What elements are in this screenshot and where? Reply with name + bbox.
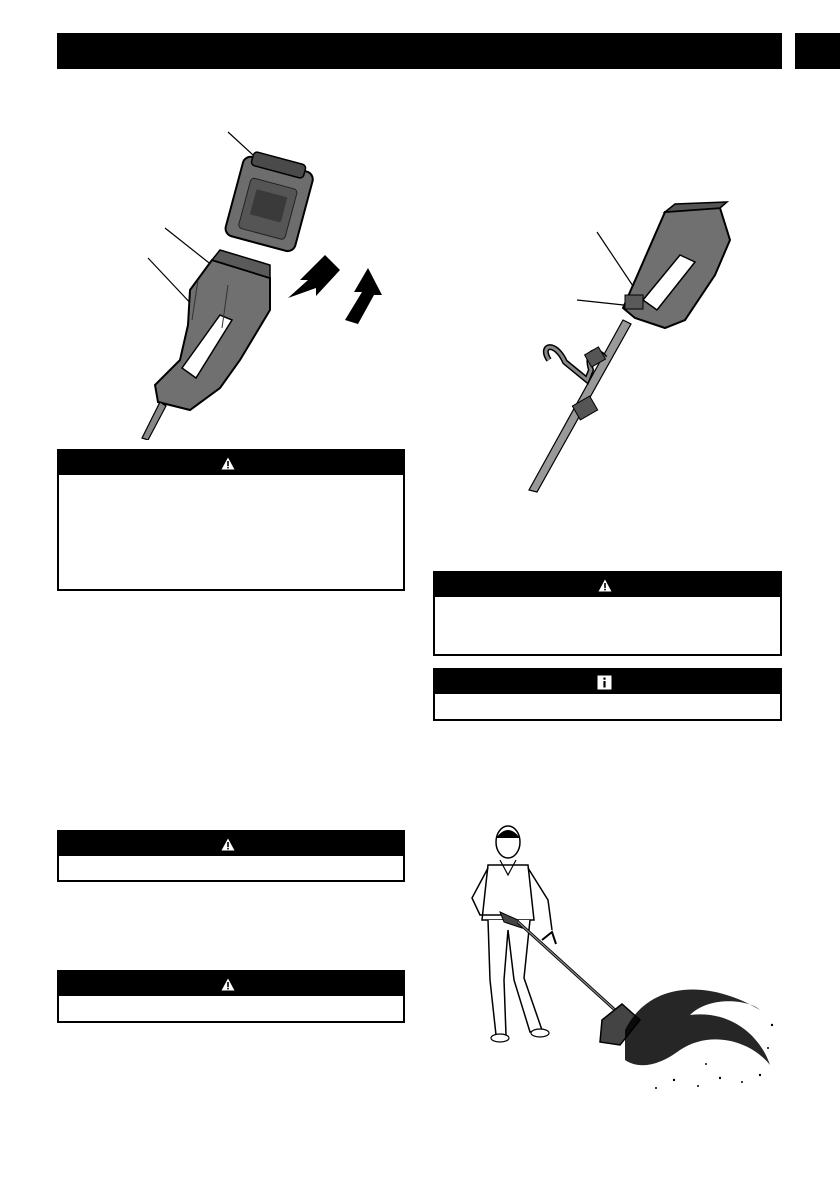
notice-body — [59, 996, 403, 1008]
operator-figure — [460, 820, 780, 1100]
warning-box — [57, 830, 405, 882]
battery-install-figure — [120, 120, 420, 440]
note-box — [433, 668, 782, 721]
warning-triangle-icon — [221, 457, 235, 470]
remove-arrow — [345, 268, 382, 324]
warning-triangle-icon — [221, 838, 235, 851]
info-icon — [597, 675, 612, 690]
warning-box — [57, 970, 405, 1023]
battery-compartment — [155, 250, 270, 410]
notice-body — [435, 694, 780, 706]
warning-triangle-icon — [598, 579, 612, 592]
warning-triangle-icon — [221, 978, 235, 991]
notice-body — [59, 856, 403, 868]
battery-pack — [224, 149, 316, 253]
notice-body — [59, 475, 403, 487]
language-tab — [795, 33, 840, 69]
notice-body — [435, 597, 780, 609]
trigger-handle-figure — [515, 200, 755, 495]
page-header-bar — [57, 33, 782, 69]
insert-arrow — [288, 255, 340, 298]
warning-box — [433, 571, 782, 656]
warning-box — [57, 449, 405, 591]
